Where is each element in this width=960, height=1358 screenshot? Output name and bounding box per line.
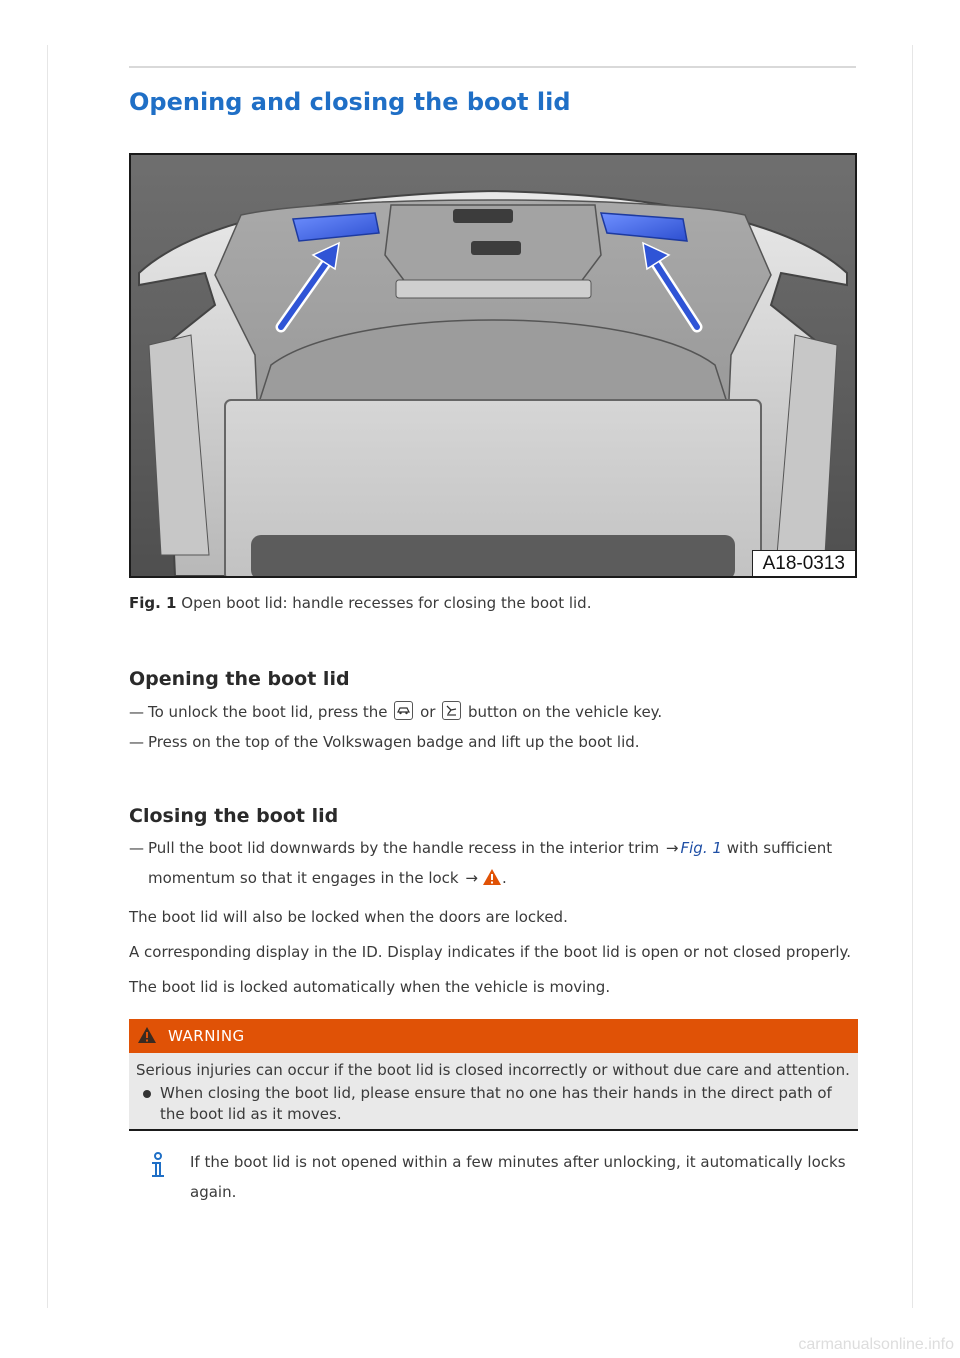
opening-step-1-or: or: [420, 703, 436, 721]
bullet-icon: [143, 1090, 151, 1098]
warning-label: WARNING: [168, 1027, 245, 1045]
heading-closing: Closing the boot lid: [129, 805, 339, 827]
opening-step-1-rest: button on the vehicle key.: [468, 703, 663, 721]
tailgate-open-icon: [442, 701, 461, 720]
closing-step-1-after: with sufficient: [726, 839, 833, 857]
caption-text: Open boot lid: handle recesses for closing the boot lid.: [181, 594, 592, 612]
closing-para-1: The boot lid will also be locked when the doors are locked.: [129, 908, 568, 926]
warning-header: [129, 1019, 858, 1053]
caption-label: Fig. 1: [129, 594, 177, 612]
closing-step-1-text: Pull the boot lid downwards by the handle recess in the interior trim: [148, 839, 660, 857]
opening-step-1-text: To unlock the boot lid, press the: [148, 703, 388, 721]
closing-para-3: The boot lid is locked automatically when the vehicle is moving.: [129, 978, 611, 996]
opening-step-1: — To unlock the boot lid, press the or button on the vehicle key.: [129, 703, 663, 721]
figure-caption: [129, 594, 591, 612]
warning-text: Serious injuries can occur if the boot lid is closed incorrectly or without due care and attention.: [136, 1061, 850, 1079]
warning-body: [129, 1053, 858, 1131]
opening-step-2-text: Press on the top of the Volkswagen badge and lift up the boot lid.: [148, 733, 640, 751]
figure-boot-lid: [129, 153, 857, 578]
opening-step-2: — Press on the top of the Volkswagen badge and lift up the boot lid.: [129, 733, 640, 751]
figure-reference-link[interactable]: Fig. 1: [680, 839, 722, 857]
warning-reference-icon[interactable]: [482, 866, 502, 896]
closing-step-1-continuation: momentum so that it engages in the lock → .: [129, 863, 859, 896]
watermark: carmanualsonline.info: [798, 1336, 954, 1353]
closing-para-2: A corresponding display in the ID. Display indicates if the boot lid is open or not closed properly.: [129, 943, 852, 961]
closing-step-1: — Pull the boot lid downwards by the handle recess in the interior trim → Fig. 1 with sufficient momentum so that it engages in the lock → .: [129, 833, 859, 896]
figure-code: A18-0313: [752, 550, 855, 576]
reference-arrow-icon: →: [665, 839, 679, 857]
page-frame-right: [912, 45, 913, 1308]
page-title: Opening and closing the boot lid: [129, 88, 571, 116]
note-text: If the boot lid is not opened within a few minutes after unlocking, it automatically locks again.: [190, 1153, 846, 1201]
boot-lid-illustration: [131, 155, 855, 576]
reference-arrow-icon: →: [465, 869, 478, 887]
closing-step-1-cont-text: momentum so that it engages in the lock: [148, 869, 459, 887]
heading-opening: Opening the boot lid: [129, 668, 350, 690]
info-icon: [145, 1151, 171, 1185]
car-unlock-icon: [394, 701, 413, 720]
warning-bullet-text: When closing the boot lid, please ensure that no one has their hands in the direct path of the boot lid as it moves.: [160, 1084, 832, 1123]
top-divider: [129, 66, 856, 68]
page-frame-left: [47, 45, 48, 1308]
warning-icon: [137, 1026, 157, 1048]
